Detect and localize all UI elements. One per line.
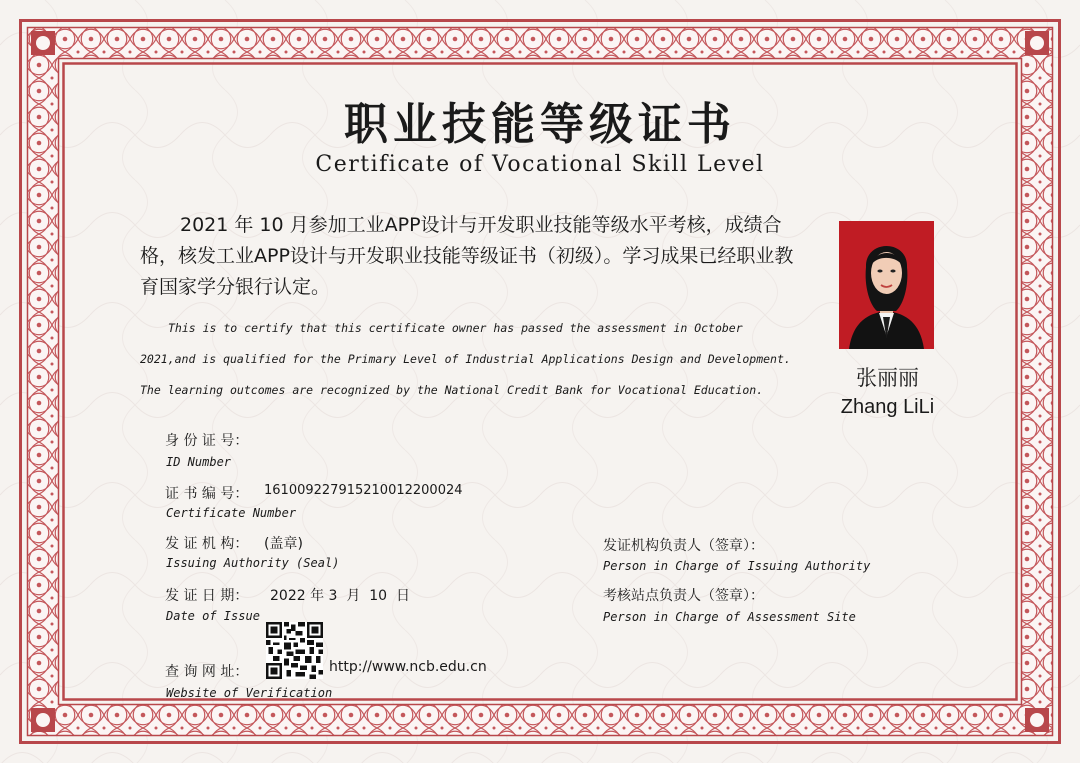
website-label-en: Website of Verification xyxy=(166,686,333,700)
certificate-body-zh: 2021 年 10 月参加工业APP设计与开发职业技能等级水平考核，成绩合格，核发工业APP设计与开发职业技能等级证书（初级）。学习成果已经职业教育国家学分银行认定。 xyxy=(140,214,794,298)
cert-label-en: Certificate Number xyxy=(166,506,297,520)
certificate-title-zh: 职业技能等级证书 xyxy=(344,99,736,150)
date-label-zh: 发 证 日 期： xyxy=(165,588,249,604)
id-label-zh: 身 份 证 号： xyxy=(165,433,249,449)
site-head-label-en: Person in Charge of Assessment Site xyxy=(603,610,856,624)
cert-label-zh: 证 书 编 号： xyxy=(165,486,249,502)
authority-label-zh: 发 证 机 构： xyxy=(165,536,249,552)
issuer-head-label-zh: 发证机构负责人（签章）： xyxy=(603,538,764,554)
certificate-body-en: This is to certify that this certificate owner has passed the assessment in October 2021,and is qualified for the Primary Level of Industrial Applications Design and Development. The learning outcomes are recognized by the National Credit Bank for Vocational Education. xyxy=(140,321,791,397)
authority-seal-note: (盖章) xyxy=(264,536,303,552)
issue-date: 2022 年 3 月 10 日 xyxy=(270,588,410,604)
authority-label-en: Issuing Authority (Seal) xyxy=(166,556,340,570)
date-label-en: Date of Issue xyxy=(166,609,260,623)
verification-url[interactable]: http://www.ncb.edu.cn xyxy=(329,659,487,675)
website-label-zh: 查 询 网 址： xyxy=(165,664,249,680)
holder-name-zh: 张丽丽 xyxy=(856,366,919,390)
holder-name-en: Zhang LiLi xyxy=(840,396,935,418)
id-label-en: ID Number xyxy=(166,455,232,469)
qr-code-icon xyxy=(266,622,323,679)
certificate-title-en: Certificate of Vocational Skill Level xyxy=(315,152,765,177)
cert-number: 16100922791521001220002​4 xyxy=(264,483,463,498)
holder-photo xyxy=(839,221,934,349)
site-head-label-zh: 考核站点负责人（签章）： xyxy=(603,588,764,604)
issuer-head-label-en: Person in Charge of Issuing Authority xyxy=(603,559,871,573)
